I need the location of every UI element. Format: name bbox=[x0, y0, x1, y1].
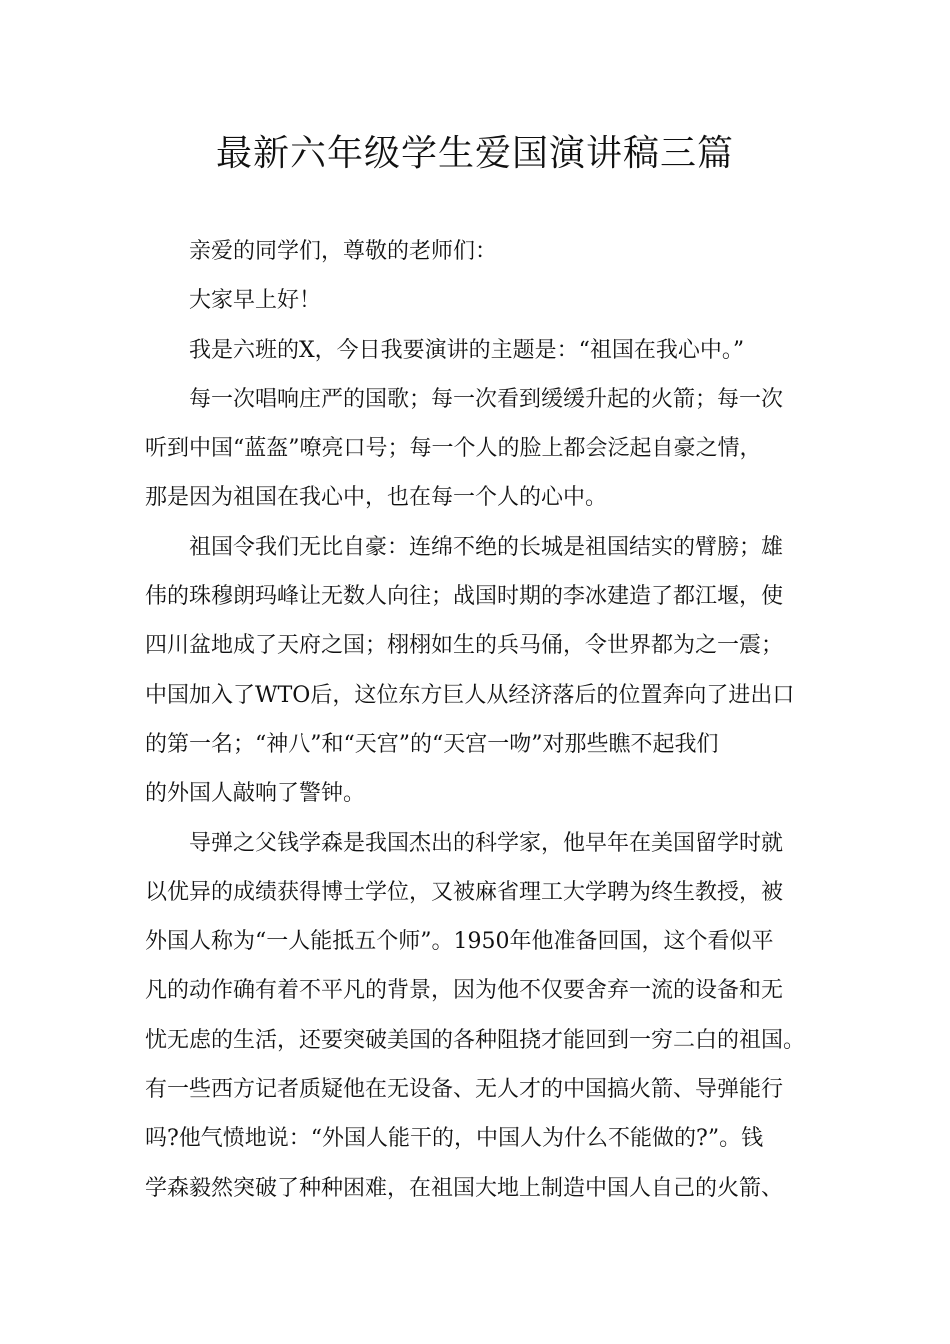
paragraph-line: 大家早上好！ bbox=[189, 288, 322, 314]
paragraph-topic bbox=[145, 326, 825, 375]
paragraph-line: 有一些西方记者质疑他在无设备、无人才的中国搞火箭、导弹能行 bbox=[145, 1077, 784, 1103]
paragraph-line: 祖国令我们无比自豪：连绵不绝的长城是祖国结实的臂膀；雄 bbox=[189, 534, 784, 560]
paragraph-line: 忧无虑的生活，还要突破美国的各种阻挠才能回到一穷二白的祖国。 bbox=[145, 1027, 806, 1053]
paragraph-line: 的第一名；“神八”和“天宫”的“天宫一吻”对那些瞧不起我们 bbox=[145, 731, 719, 757]
paragraph-line: 以优异的成绩获得博士学位，又被麻省理工大学聘为终生教授，被 bbox=[145, 879, 784, 905]
document-title: 最新六年级学生爱国演讲稿三篇 bbox=[215, 133, 734, 174]
paragraph-good-morning bbox=[145, 276, 825, 325]
document-body bbox=[145, 227, 825, 1213]
paragraph-line: 导弹之父钱学森是我国杰出的科学家，他早年在美国留学时就 bbox=[189, 830, 784, 856]
paragraph-line: 的外国人敲响了警钟。 bbox=[145, 781, 366, 807]
paragraph-pride bbox=[145, 523, 825, 819]
paragraph-line: 外国人称为“一人能抵五个师”。1950年他准备回国，这个看似平 bbox=[145, 929, 774, 955]
paragraph-greeting bbox=[145, 227, 825, 276]
paragraph-line: 中国加入了WTO后，这位东方巨人从经济落后的位置奔向了进出口 bbox=[145, 682, 795, 708]
paragraph-anthem bbox=[145, 375, 825, 523]
paragraph-line: 那是因为祖国在我心中，也在每一个人的心中。 bbox=[145, 485, 608, 511]
paragraph-line: 吗?他气愤地说：“外国人能干的，中国人为什么不能做的?”。钱 bbox=[145, 1126, 764, 1152]
paragraph-line: 四川盆地成了天府之国；栩栩如生的兵马俑，令世界都为之一震； bbox=[145, 633, 784, 659]
paragraph-line: 我是六班的X，今日我要演讲的主题是：“祖国在我心中。” bbox=[189, 337, 745, 363]
paragraph-line: 每一次唱响庄严的国歌；每一次看到缓缓升起的火箭；每一次 bbox=[189, 386, 784, 412]
paragraph-line: 听到中国“蓝盔”嘹亮口号；每一个人的脸上都会泛起自豪之情， bbox=[145, 436, 762, 462]
paragraph-line: 学森毅然突破了种种困难，在祖国大地上制造中国人自己的火箭、 bbox=[145, 1175, 784, 1201]
paragraph-qian-xuesen bbox=[145, 819, 825, 1213]
paragraph-line: 亲爱的同学们，尊敬的老师们： bbox=[189, 239, 498, 264]
paragraph-line: 凡的动作确有着不平凡的背景，因为他不仅要舍弃一流的设备和无 bbox=[145, 978, 784, 1004]
paragraph-line: 伟的珠穆朗玛峰让无数人向往；战国时期的李冰建造了都江堰，使 bbox=[145, 584, 784, 610]
